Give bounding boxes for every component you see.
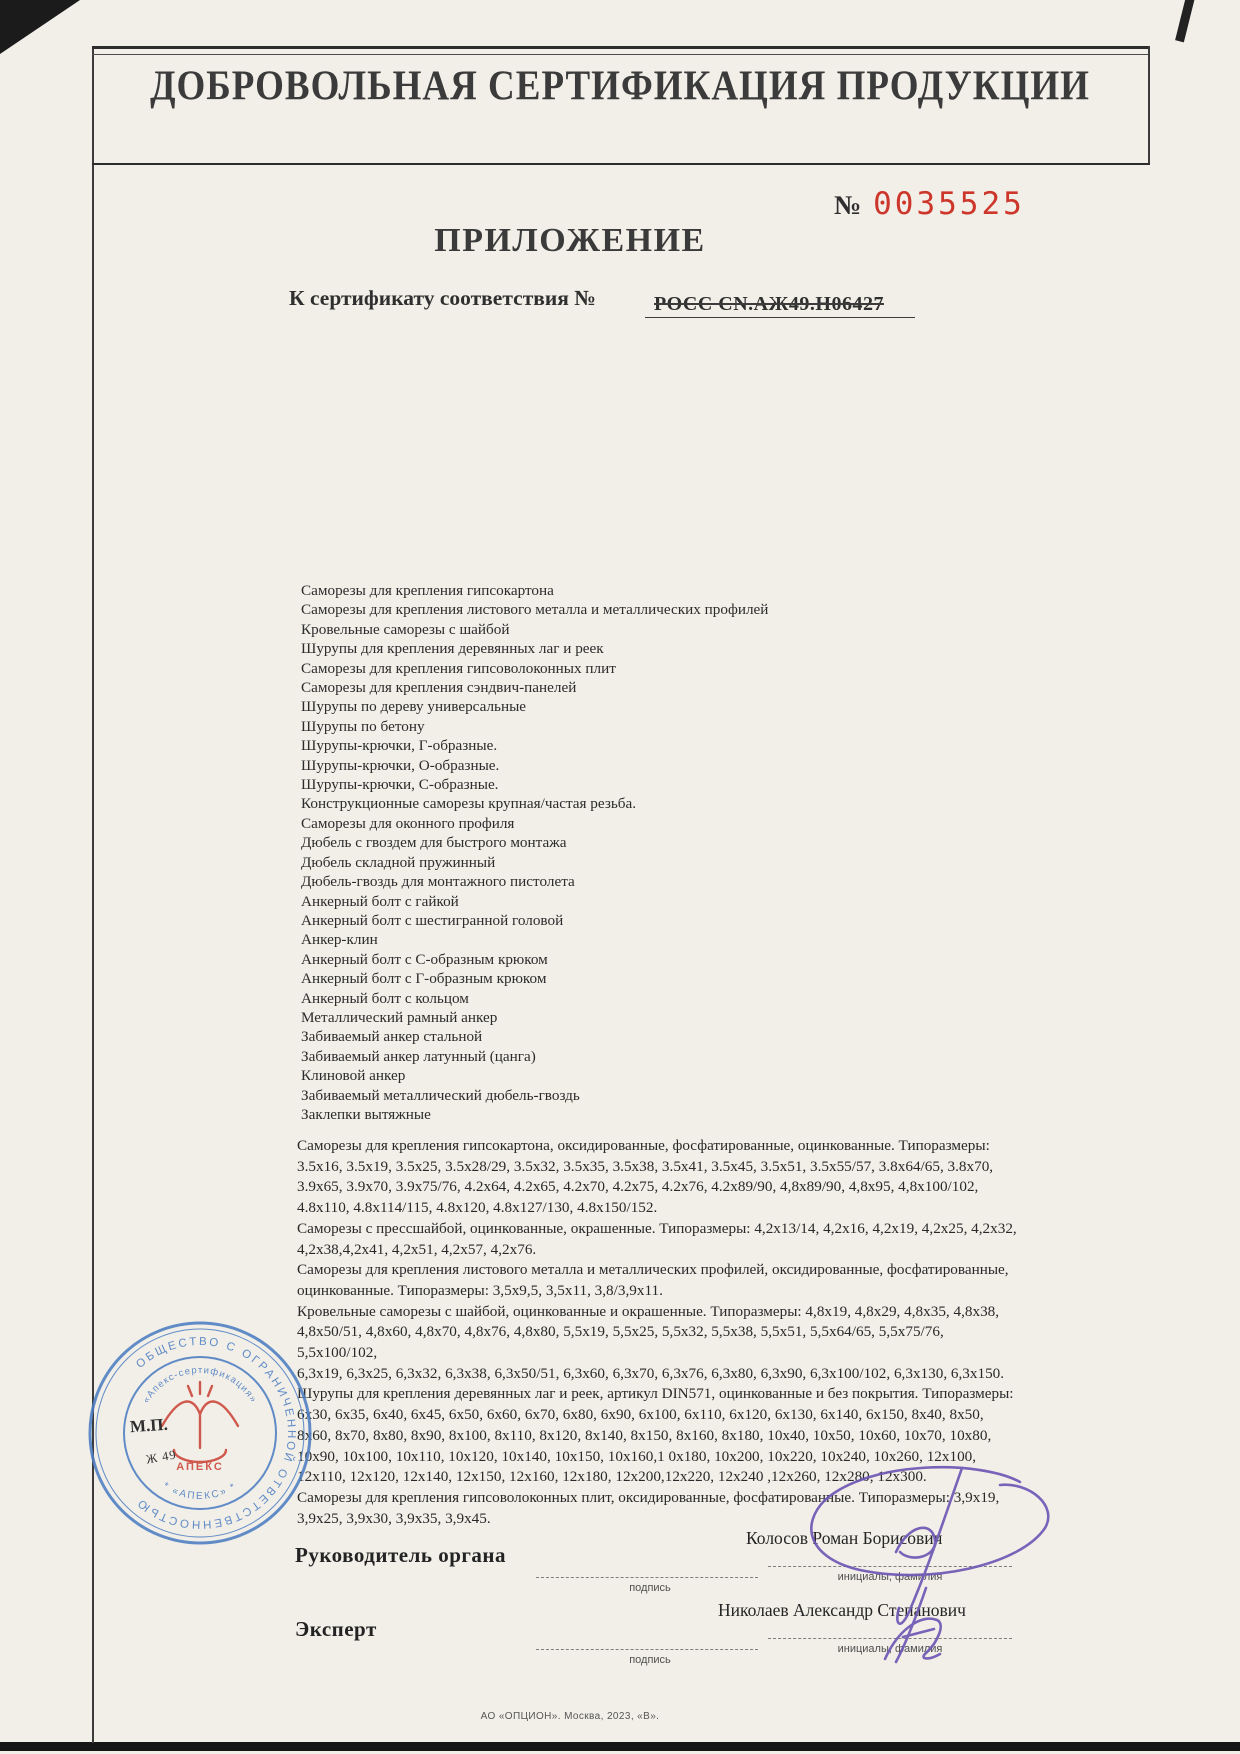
product-line: Конструкционные саморезы крупная/частая резьба.	[301, 795, 637, 813]
product-line: Саморезы для крепления гипсоволоконных плит	[301, 659, 616, 677]
product-line: Заклепки вытяжные	[301, 1105, 431, 1123]
scan-artifact-edge	[1175, 0, 1196, 42]
stamp-outer-text: ОБЩЕСТВО С ОГРАНИЧЕННОЙ ОТВЕТСТВЕННОСТЬЮ	[134, 1335, 298, 1531]
seal-place-mark: М.П.	[129, 1414, 169, 1437]
scan-artifact-corner	[0, 0, 80, 54]
expert-name-caption: инициалы, фамилия	[837, 1643, 943, 1655]
title-box-border	[1148, 46, 1150, 165]
product-line: Забиваемый анкер стальной	[301, 1028, 483, 1046]
stamp-code-mark: Ж 49	[144, 1447, 178, 1467]
specification-paragraph: Саморезы для крепления листового металла и металлических профилей, оксидированные, фосфатированные, оцинкованные. Типоразмеры: 3,5х9,5, 3,5х11, 3,8/3,9х11.	[297, 1261, 1009, 1299]
product-line: Саморезы для крепления листового металла и металлических профилей	[301, 601, 769, 619]
title-box-border	[92, 163, 1150, 165]
product-line: Саморезы для крепления сэндвич-панелей	[301, 679, 577, 697]
product-list	[301, 581, 1001, 1124]
expert-signature-caption: подпись	[629, 1654, 671, 1666]
appendix-heading: ПРИЛОЖЕНИЕ	[434, 222, 706, 259]
product-line: Дюбель складной пружинный	[301, 853, 496, 871]
product-line: Шурупы-крючки, О-образные.	[301, 756, 500, 774]
organization-stamp	[80, 1308, 320, 1558]
product-line: Шурупы по дереву универсальные	[301, 698, 527, 716]
certificate-reference-label: К сертификату соответствия №	[289, 286, 596, 310]
head-name-caption: инициалы, фамилия	[837, 1571, 943, 1583]
stamp-side-text: * «АПЕКС» *	[160, 1480, 240, 1503]
specification-paragraph: Шурупы для крепления деревянных лаг и реек, артикул DIN571, оцинкованные и без покрытия. Типоразмеры: 6х30, 6х35, 6х40, 6х45, 6х50, 6х60, 6х70, 6х80, 6х90, 6х100, 6х110, 6х120, 6х130, 6х140, 6х150, 8х40, 8х50, 8х60, 8х70, 8х80, 8х90, 8х100, 8х110, 8х120, 8х140, 8х150, 8х160, 8х180, 10х40, 10х50, 10х60, 10х70, 10х80, 10х90, 10х100, 10х110, 10х120, 10х140, 10х150, 10х160,1 0х180, 10х200, 10х220, 10х240, 10х260, 12х100, 12х110, 12х120, 12х140, 12х150, 12х160, 12х180, 12х200,12х220, 12х240 ,12х260, 12х280, 12х300.	[297, 1385, 1014, 1486]
product-line: Дюбель с гвоздем для быстрого монтажа	[301, 834, 567, 852]
product-line: Шурупы-крючки, С-образные.	[301, 776, 499, 794]
product-line: Саморезы для оконного профиля	[301, 814, 515, 832]
product-line: Анкерный болт с гайкой	[301, 892, 459, 910]
product-line: Анкерный болт с кольцом	[301, 989, 469, 1007]
product-line: Металлический рамный анкер	[301, 1008, 498, 1026]
product-line: Шурупы по бетону	[301, 717, 425, 735]
specification-paragraph: 6,3х19, 6,3х25, 6,3х32, 6,3х38, 6,3х50/51, 6,3х60, 6,3х70, 6,3х76, 6,3х80, 6,3х90, 6,3х100/102, 6,3х130, 6,3х150.	[297, 1364, 1005, 1382]
specification-paragraph: Саморезы для крепления гипсоволоконных плит, оксидированные, фосфатированные. Типоразмеры: 3,9х19, 3,9х25, 3,9х30, 3,9х35, 3,9х45.	[297, 1488, 1000, 1527]
printer-imprint: АО «ОПЦИОН». Москва, 2023, «В».	[480, 1711, 660, 1722]
product-line: Анкерный болт с шестигранной головой	[301, 911, 564, 929]
product-line: Анкерный болт с С-образным крюком	[301, 950, 548, 968]
product-line: Кровельные саморезы с шайбой	[301, 620, 510, 638]
certificate-number-underline	[645, 317, 915, 318]
expert-role-label: Эксперт	[295, 1617, 377, 1641]
specification-paragraph: Кровельные саморезы с шайбой, оцинкованные и окрашенные. Типоразмеры: 4,8х19, 4,8х29, 4,8х35, 4,8х38, 4,8х50/51, 4,8х60, 4,8х70, 4,8х76, 4,8х80, 5,5х19, 5,5х25, 5,5х32, 5,5х38, 5,5х51, 5,5х64/65, 5,5х75/76, 5,5х100/102,	[297, 1302, 1000, 1362]
product-line: Шурупы для крепления деревянных лаг и реек	[301, 640, 604, 658]
svg-text:* «АПЕКС» *	[161, 1481, 239, 1502]
specification-paragraph: Саморезы с прессшайбой, оцинкованные, окрашенные. Типоразмеры: 4,2х13/14, 4,2х16, 4,2х19, 4,2х25, 4,2х32, 4,2х38,4,2х41, 4,2х51, 4,2х57, 4,2х76.	[297, 1219, 1017, 1258]
handwritten-signatures	[700, 1430, 1120, 1690]
expert-name: Николаев Александр Степанович	[718, 1600, 966, 1620]
stamp-emblem-text: АПЕКС	[176, 1461, 224, 1473]
scan-artifact-bottom-bar	[0, 1742, 1240, 1751]
title-box-border	[92, 54, 1150, 55]
product-line: Забиваемый анкер латунный (цанга)	[301, 1047, 536, 1065]
head-name: Колосов Роман Борисович	[746, 1528, 943, 1548]
product-line: Анкерный болт с Г-образным крюком	[301, 970, 547, 988]
document-title: ДОБРОВОЛЬНАЯ СЕРТИФИКАЦИЯ ПРОДУКЦИИ	[150, 63, 1090, 110]
form-number	[834, 186, 1025, 222]
product-line: Забиваемый металлический дюбель-гвоздь	[301, 1086, 580, 1104]
product-line: Анкер-клин	[301, 931, 378, 949]
certificate-number: РОСС CN.АЖ49.Н06427	[654, 293, 884, 315]
head-role-label: Руководитель органа	[295, 1543, 507, 1567]
stamp-inner-text: «Апекс-сертификация»	[140, 1364, 260, 1406]
product-line: Саморезы для крепления гипсокартона	[301, 582, 554, 599]
form-number-value: 0035525	[873, 186, 1025, 222]
product-line: Дюбель-гвоздь для монтажного пистолета	[301, 873, 575, 891]
head-signature-caption: подпись	[629, 1582, 671, 1594]
product-line: Клиновой анкер	[301, 1067, 406, 1085]
product-line: Шурупы-крючки, Г-образные.	[301, 737, 498, 755]
title-box-border	[92, 46, 1150, 49]
specification-paragraph: Саморезы для крепления гипсокартона, оксидированные, фосфатированные, оцинкованные. Типоразмеры: 3.5х16, 3.5х19, 3.5х25, 3.5х28/29, 3.5х32, 3.5х35, 3.5х38, 3.5х41, 3.5х45, 3.5х51, 3.5х55/57, 3.8х64/65, 3.8х70, 3.9х65, 3.9х70, 3.9х75/76, 4.2х64, 4.2х65, 4.2х70, 4.2х75, 4.2х76, 4.2х89/90, 4,8х89/90, 4,8х95, 4,8х100/102, 4.8х110, 4.8х114/115, 4.8х120, 4.8х127/130, 4.8х150/152.	[297, 1137, 994, 1217]
form-number-prefix: №	[834, 190, 862, 220]
